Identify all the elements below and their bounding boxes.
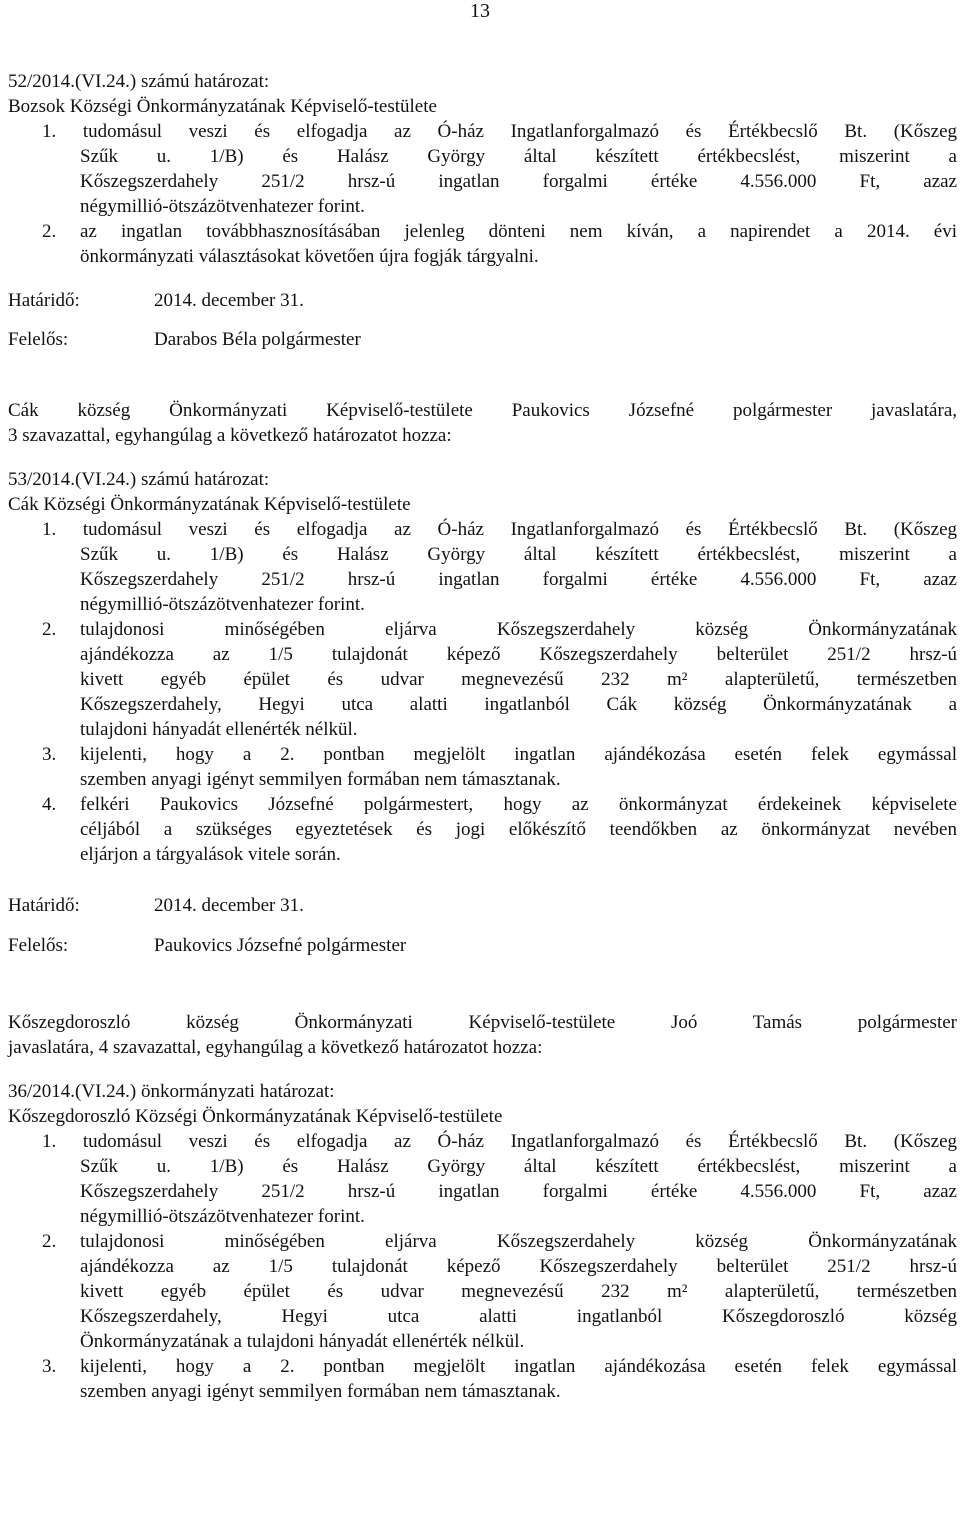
intro-cak-line1: Cák község Önkormányzati Képviselő-testülete Paukovics Józsefné polgármester javaslatára, [8, 400, 957, 421]
intro-koszegdoroszlo-line2: javaslatára, 4 szavazattal, egyhangúlag a következő határozatot hozza: [8, 1037, 543, 1058]
s2-item2-line3: kivett egyéb épület és udvar megnevezésű 232 m² alapterületű, természetben [80, 669, 957, 690]
s3-item2-number: 2. [42, 1231, 57, 1252]
s3-item2-line2: ajándékozza az 1/5 tulajdonát képező Kőszegszerdahely belterület 251/2 hrsz-ú [80, 1256, 957, 1277]
s2-item2-line5: tulajdoni hányadát ellenérték nélkül. [80, 719, 358, 740]
intro-koszegdoroszlo-line1: Kőszegdoroszló község Önkormányzati Képviselő-testülete Joó Tamás polgármester [8, 1012, 957, 1033]
s3-item3-line2: szemben anyagi igényt semmilyen formában nem támasztanak. [80, 1381, 561, 1402]
page-number: 13 [470, 0, 490, 22]
s1-responsible-label: Felelős: [8, 329, 69, 350]
s2-item4-number: 4. [42, 794, 57, 815]
council-name-bozsok: Bozsok Községi Önkormányzatának Képviselő-testülete [8, 96, 437, 117]
s2-item1-line4: négymillió-ötszázötvenhatezer forint. [80, 594, 365, 615]
s2-responsible-label: Felelős: [8, 935, 69, 956]
s3-item1-line2: Szűk u. 1/B) és Halász György által készített értékbecslést, miszerint a [80, 1156, 957, 1177]
s2-item1-line1: 1. tudomásul veszi és elfogadja az Ó-ház Ingatlanforgalmazó és Értékbecslő Bt. (Kőszeg [42, 519, 957, 540]
resolution-heading-52: 52/2014.(VI.24.) számú határozat: [8, 71, 270, 92]
s1-item2-line2: önkormányzati választásokat követően újra fogják tárgyalni. [80, 246, 539, 267]
s2-item3-line1: kijelenti, hogy a 2. pontban megjelölt ingatlan ajándékozása esetén felek egymással [80, 744, 957, 765]
s3-item2-line3: kivett egyéb épület és udvar megnevezésű 232 m² alapterületű, természetben [80, 1281, 957, 1302]
s2-deadline-value: 2014. december 31. [154, 895, 304, 916]
s1-item1-line2: Szűk u. 1/B) és Halász György által készített értékbecslést, miszerint a [80, 146, 957, 167]
resolution-heading-53: 53/2014.(VI.24.) számú határozat: [8, 469, 270, 490]
s1-item1-line1: 1. tudomásul veszi és elfogadja az Ó-ház Ingatlanforgalmazó és Értékbecslő Bt. (Kőszeg [42, 121, 957, 142]
s3-item2-line1: tulajdonosi minőségében eljárva Kőszegszerdahely község Önkormányzatának [80, 1231, 957, 1252]
s3-item1-line1: 1. tudomásul veszi és elfogadja az Ó-ház Ingatlanforgalmazó és Értékbecslő Bt. (Kőszeg [42, 1131, 957, 1152]
s3-item2-line5: Önkormányzatának a tulajdoni hányadát ellenérték nélkül. [80, 1331, 525, 1352]
s2-item4-line1: felkéri Paukovics Józsefné polgármestert, hogy az önkormányzat érdekeinek képviselete [80, 794, 957, 815]
s1-deadline-label: Határidő: [8, 290, 80, 311]
s3-item3-line1: kijelenti, hogy a 2. pontban megjelölt ingatlan ajándékozása esetén felek egymással [80, 1356, 957, 1377]
council-name-cak: Cák Községi Önkormányzatának Képviselő-testülete [8, 494, 411, 515]
s1-item2-number: 2. [42, 221, 57, 242]
s2-item2-line4: Kőszegszerdahely, Hegyi utca alatti ingatlanból Cák község Önkormányzatának a [80, 694, 957, 715]
s2-deadline-label: Határidő: [8, 895, 80, 916]
s2-item3-line2: szemben anyagi igényt semmilyen formában nem támasztanak. [80, 769, 561, 790]
s2-item4-line2: céljából a szükséges egyeztetések és jogi előkészítő teendőkben az önkormányzat nevében [80, 819, 957, 840]
s1-deadline-value: 2014. december 31. [154, 290, 304, 311]
s3-item1-line3: Kőszegszerdahely 251/2 hrsz-ú ingatlan forgalmi értéke 4.556.000 Ft, azaz [80, 1181, 957, 1202]
s2-item2-number: 2. [42, 619, 57, 640]
s3-item1-line4: négymillió-ötszázötvenhatezer forint. [80, 1206, 365, 1227]
s3-item2-line4: Kőszegszerdahely, Hegyi utca alatti ingatlanból Kőszegdoroszló község [80, 1306, 957, 1327]
s1-item1-line4: négymillió-ötszázötvenhatezer forint. [80, 196, 365, 217]
council-name-koszegdoroszlo: Kőszegdoroszló Községi Önkormányzatának Képviselő-testülete [8, 1106, 503, 1127]
s1-item2-line1: az ingatlan továbbhasznosításában jelenleg dönteni nem kíván, a napirendet a 2014. évi [80, 221, 957, 242]
s2-item1-line2: Szűk u. 1/B) és Halász György által készített értékbecslést, miszerint a [80, 544, 957, 565]
s2-item3-number: 3. [42, 744, 57, 765]
s3-item3-number: 3. [42, 1356, 57, 1377]
s2-responsible-value: Paukovics Józsefné polgármester [154, 935, 407, 956]
intro-cak-line2: 3 szavazattal, egyhangúlag a következő határozatot hozza: [8, 425, 452, 446]
s1-item1-line3: Kőszegszerdahely 251/2 hrsz-ú ingatlan forgalmi értéke 4.556.000 Ft, azaz [80, 171, 957, 192]
s2-item2-line2: ajándékozza az 1/5 tulajdonát képező Kőszegszerdahely belterület 251/2 hrsz-ú [80, 644, 957, 665]
s2-item2-line1: tulajdonosi minőségében eljárva Kőszegszerdahely község Önkormányzatának [80, 619, 957, 640]
s2-item1-line3: Kőszegszerdahely 251/2 hrsz-ú ingatlan forgalmi értéke 4.556.000 Ft, azaz [80, 569, 957, 590]
resolution-heading-36: 36/2014.(VI.24.) önkormányzati határozat: [8, 1081, 335, 1102]
s2-item4-line3: eljárjon a tárgyalások vitele során. [80, 844, 341, 865]
s1-responsible-value: Darabos Béla polgármester [154, 329, 361, 350]
